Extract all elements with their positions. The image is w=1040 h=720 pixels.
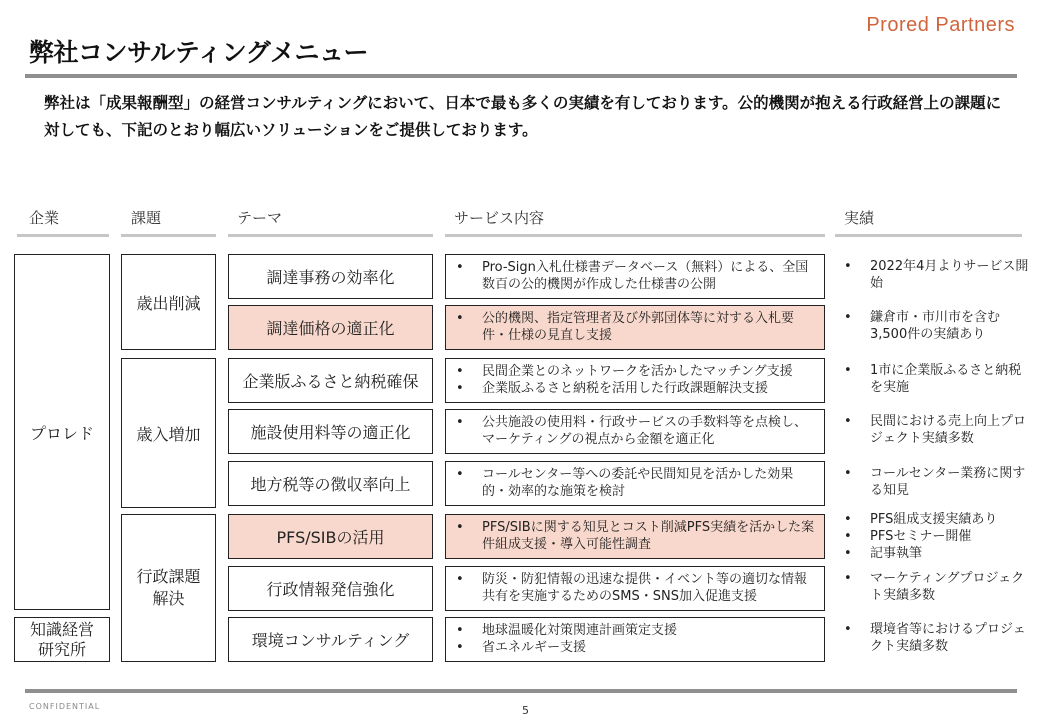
results-item: • 1市に企業版ふるさと納税を実施 — [840, 362, 1030, 396]
service-item: • 公共施設の使用料・行政サービスの手数料等を点検し、マーケティングの視点から金額を適正化 — [452, 414, 818, 448]
results-item: • PFSセミナー開催 — [840, 528, 1030, 545]
brand-logo: Prored Partners — [866, 14, 1015, 36]
service-item: • 企業版ふるさと納税を活用した行政課題解決支援 — [452, 380, 818, 397]
service-item: • コールセンター等への委託や民間知見を活かした効果的・効率的な施策を検討 — [452, 466, 818, 500]
issue-label: 歳入増加 — [136, 424, 201, 444]
results-block — [840, 621, 1030, 655]
issue-box-spending — [121, 254, 216, 350]
issue-label: 行政課題解決 — [136, 567, 201, 608]
service-box — [445, 254, 825, 299]
results-item: • コールセンター業務に関する知見 — [840, 465, 1030, 499]
company-box-kms — [14, 617, 110, 662]
results-item: • 記事執筆 — [840, 545, 1030, 562]
footer-divider — [25, 689, 1017, 693]
theme-label: 行政情報発信強化 — [266, 580, 395, 599]
service-item: • 公的機関、指定管理者及び外郭団体等に対する入札要件・仕様の見直し支援 — [452, 310, 818, 344]
theme-label: 地方税等の徴収率向上 — [250, 475, 411, 494]
results-block — [840, 362, 1030, 396]
theme-label: 施設使用料等の適正化 — [250, 423, 411, 442]
theme-label: 企業版ふるさと納税確保 — [242, 372, 419, 391]
theme-box — [228, 461, 433, 506]
header-underline-theme — [228, 234, 433, 237]
header-company: 企業 — [29, 209, 60, 227]
service-box — [445, 617, 825, 662]
company-label: プロレド — [29, 423, 94, 443]
service-box — [445, 461, 825, 506]
header-results: 実績 — [844, 209, 875, 227]
theme-label: PFS/SIBの活用 — [276, 528, 385, 547]
issue-label: 歳出削減 — [136, 293, 201, 313]
service-box — [445, 514, 825, 559]
theme-box — [228, 409, 433, 454]
results-block — [840, 465, 1030, 499]
service-box — [445, 409, 825, 454]
company-label: 知識経営研究所 — [29, 619, 94, 659]
intro-text: 弊社は「成果報酬型」の経営コンサルティングにおいて、日本で最も多くの実績を有しております。公的機関が抱える行政経営上の課題に対しても、下記のとおり幅広いソリューションをご提供しております。 — [44, 94, 1002, 139]
service-box — [445, 566, 825, 611]
service-item: • 地球温暖化対策関連計画策定支援 — [452, 622, 818, 639]
service-box — [445, 358, 825, 403]
service-item: • 省エネルギー支援 — [452, 639, 818, 656]
theme-label: 調達価格の適正化 — [266, 319, 395, 338]
results-block — [840, 258, 1030, 292]
results-block — [840, 413, 1030, 447]
header-issue: 課題 — [131, 209, 162, 227]
theme-box — [228, 358, 433, 403]
issue-box-revenue — [121, 358, 216, 508]
theme-box — [228, 514, 433, 559]
results-block — [840, 309, 1030, 343]
theme-box — [228, 305, 433, 350]
theme-box — [228, 617, 433, 662]
theme-label: 調達事務の効率化 — [266, 268, 395, 287]
results-item: • 民間における売上向上プロジェクト実績多数 — [840, 413, 1030, 447]
results-block — [840, 570, 1030, 604]
title-divider — [25, 74, 1017, 78]
page-title: 弊社コンサルティングメニュー — [29, 38, 369, 67]
service-box — [445, 305, 825, 350]
header-service: サービス内容 — [454, 209, 545, 227]
results-item: • PFS組成支援実績あり — [840, 511, 1030, 528]
service-item: • Pro-Sign入札仕様書データベース（無料）による、全国数百の公的機関が作成した仕様書の公開 — [452, 259, 818, 293]
header-underline-issue — [121, 234, 216, 237]
service-item: • 民間企業とのネットワークを活かしたマッチング支援 — [452, 363, 818, 380]
results-item: • 鎌倉市・市川市を含む3,500件の実績あり — [840, 309, 1030, 343]
results-item: • マーケティングプロジェクト実績多数 — [840, 570, 1030, 604]
theme-label: 環境コンサルティング — [251, 631, 410, 650]
theme-box — [228, 254, 433, 299]
header-theme: テーマ — [237, 209, 283, 227]
results-block — [840, 511, 1030, 562]
confidential-label: CONFIDENTIAL — [29, 702, 101, 711]
company-box-prored — [14, 254, 110, 610]
results-item: • 環境省等におけるプロジェクト実績多数 — [840, 621, 1030, 655]
header-underline-company — [17, 234, 109, 237]
theme-box — [228, 566, 433, 611]
page-number: 5 — [522, 704, 529, 717]
header-underline-service — [445, 234, 825, 237]
results-item: • 2022年4月よりサービス開始 — [840, 258, 1030, 292]
service-item: • PFS/SIBに関する知見とコスト削減PFS実績を活かした案件組成支援・導入可能性調査 — [452, 519, 818, 553]
header-underline-results — [835, 234, 1022, 237]
service-item: • 防災・防犯情報の迅速な提供・イベント等の適切な情報共有を実施するためのSMS・SNS加入促進支援 — [452, 571, 818, 605]
issue-box-admin — [121, 514, 216, 662]
